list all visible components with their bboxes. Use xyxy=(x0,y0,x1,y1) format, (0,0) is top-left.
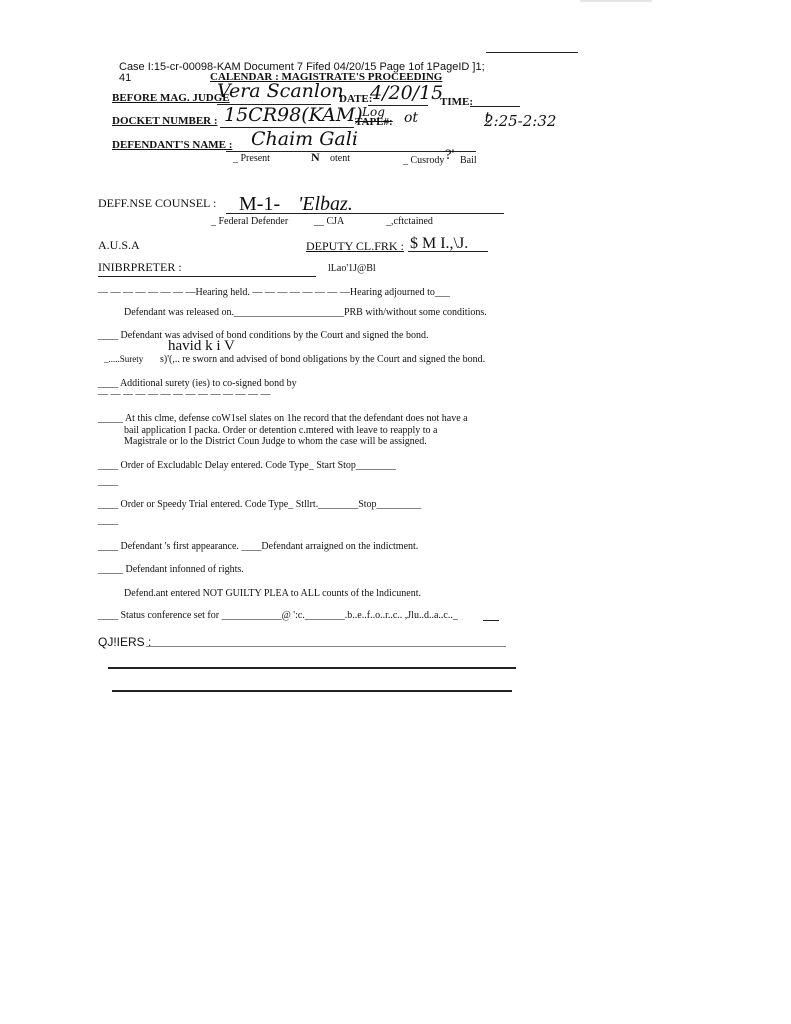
top-edge-mark xyxy=(580,0,652,2)
custody-mark: ?' xyxy=(445,147,455,163)
tape-label: TAPE#: xyxy=(355,116,393,128)
advised-line: ____ Defendant was advised of bond conditions by the Court and signed the bond. xyxy=(98,330,429,341)
interpreter-label: INIBRPRETER : xyxy=(98,260,182,274)
surety-prefix: _.....Surety xyxy=(104,354,144,364)
surety-line: s)'(,.. re sworn and advised of bond obligations by the Court and signed the bond. xyxy=(160,354,486,365)
released-line: Defendant was released on.______________________PRB with/without some conditions. xyxy=(124,307,487,318)
others-label: QJ!IERS : xyxy=(98,635,152,649)
others-rule-2 xyxy=(108,667,516,669)
counsel-handwritten-1: M-1- xyxy=(239,193,281,215)
clme-line-3: Magistrale or lo the District Coun Judge to whom the case will be assigned. xyxy=(124,436,427,447)
docket-label: DOCKET NUMBER : xyxy=(112,115,218,127)
hearing-line: — — — — — — — —Hearing held. — — — — — — — —Hearing adjourned to___ xyxy=(98,287,450,298)
others-rule-3 xyxy=(112,690,512,692)
tape-scribble: ot t xyxy=(404,110,491,126)
judge-handwritten: Vera Scanlon xyxy=(217,80,344,102)
interpreter-value: lLao'1J@Bl xyxy=(328,263,376,274)
interpreter-rule xyxy=(98,276,316,277)
counsel-rule xyxy=(226,213,504,214)
status-conference-end-rule xyxy=(483,620,499,621)
counsel-handwritten-2: 'Elbaz. xyxy=(298,193,353,215)
counsel-label: DEFF.NSE COUNSEL : xyxy=(98,196,217,210)
time-label: TIME: xyxy=(440,96,473,108)
before-judge-label: BEFORE MAG. JUDGE xyxy=(112,92,230,104)
first-appearance-line: ____ Defendant 's first appearance. ____Defendant arraigned on the indictment. xyxy=(98,541,419,552)
form-title: CALENDAR : MAGISTRATE'S PROCEEDING xyxy=(210,71,443,83)
custody-option: _ Cusrody xyxy=(403,155,445,166)
date-handwritten: 4/20/15 xyxy=(370,82,444,104)
docket-handwritten: 15CR98(KAM) xyxy=(224,104,363,126)
tape-handwritten: Log xyxy=(362,105,385,119)
excludable-delay-line: ____ Order of Excludablc Delay entered. Code Type_ Start Stop________ xyxy=(98,460,396,471)
clme-line-2: bail application I packa. Order or detention c.mtered with leave to reapply to a xyxy=(124,425,438,436)
excludable-blank: ____ xyxy=(98,476,118,487)
federal-defender-option: _ Federal Defender xyxy=(211,216,289,227)
date-label: DATE: xyxy=(339,93,373,105)
case-header-line: Case I:15-cr-00098-KAM Document 7 Fifed 04/20/15 Page 1of 1PageID ]1; xyxy=(119,61,485,73)
top-rule xyxy=(486,52,578,53)
not-present-mark: N xyxy=(311,150,320,164)
speedy-trial-line: ____ Order or Speedy Trial entered. Code Type_ Stllrt.________Stop_________ xyxy=(98,499,422,510)
additional-surety-dashes: — — — — — — — — — — — — — — xyxy=(98,389,271,400)
deputy-clerk-handwritten: $ M I.,\J. xyxy=(410,235,469,252)
clme-line-1: _____ At this clme, defense coW1sel slates on 1he record that the defendant does not have a xyxy=(98,413,468,424)
deputy-clerk-label: DEPUTY CL.FRK : xyxy=(306,239,404,253)
time-rule xyxy=(470,106,520,107)
ausa-label: A.U.S.A xyxy=(98,238,140,252)
speedy-blank: ____ xyxy=(98,515,118,526)
not-guilty-line: Defend.ant entered NOT GUILTY PLEA to ALL counts of the lndicunent. xyxy=(124,588,421,599)
cja-option: __ CJA xyxy=(314,216,345,227)
deputy-rule xyxy=(408,251,488,252)
surety-handwritten: havid k i V xyxy=(168,338,235,354)
present-option: _ Present xyxy=(233,153,270,164)
tape-time-handwritten: 2:25-2:32 xyxy=(484,112,557,130)
defendant-label: DEFENDANT'S NAME : xyxy=(112,139,233,151)
bail-option: Bail xyxy=(460,155,477,166)
additional-surety-line: ____ Additional surety (ies) to co-signed bond by xyxy=(98,378,297,389)
status-conference-line: ____ Status conference set for ____________@ ':c.________.b..e..f..o..r..c.. ,Jlu..d..a..c.._ xyxy=(98,610,458,621)
informed-rights-line: _____ Defendant infonned of rights. xyxy=(98,564,244,575)
defendant-rule xyxy=(226,151,476,152)
case-header-line-2: 41 xyxy=(119,72,132,84)
defendant-handwritten: Chaim Gali xyxy=(251,128,358,150)
not-present-suffix: otent xyxy=(330,153,350,164)
others-rule-1 xyxy=(146,646,506,647)
retained-option: _,cftctained xyxy=(386,216,433,227)
